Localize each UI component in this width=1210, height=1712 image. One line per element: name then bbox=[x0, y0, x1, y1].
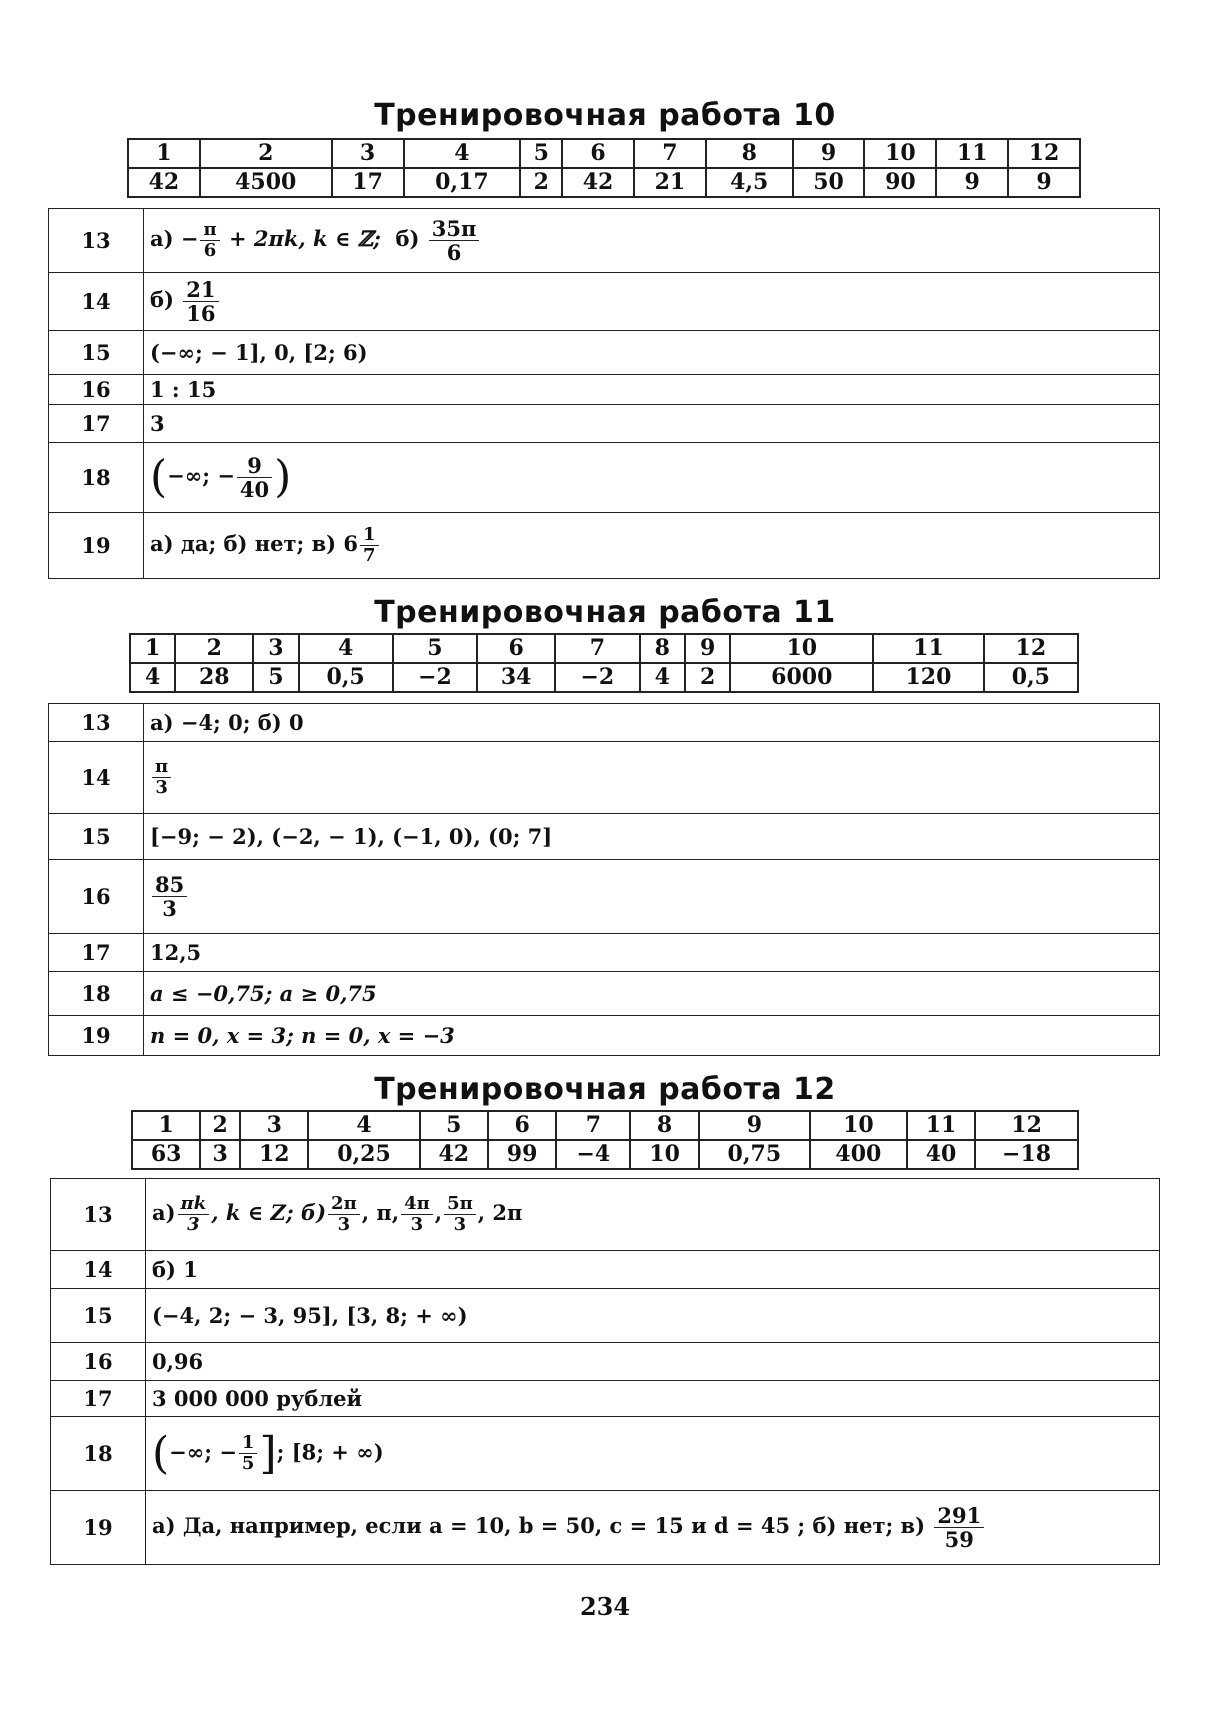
fraction bbox=[429, 217, 480, 264]
answer-cell: 0,5 bbox=[984, 663, 1078, 692]
fraction-denominator: 16 bbox=[186, 301, 216, 326]
fraction-denominator: 3 bbox=[187, 1214, 200, 1235]
header-cell: 7 bbox=[634, 139, 706, 168]
close-paren: ) bbox=[274, 451, 292, 503]
close-bracket: ] bbox=[259, 1427, 277, 1479]
short-answers-table-12 bbox=[131, 1110, 1079, 1170]
answer-cell: 42 bbox=[562, 168, 634, 197]
fraction bbox=[401, 1194, 433, 1235]
task-answer bbox=[144, 860, 1160, 934]
fraction-numerator: 1 bbox=[360, 525, 379, 546]
answer-text: −∞; − bbox=[169, 1439, 237, 1464]
answer-text: а) да; б) нет; в) 6 bbox=[150, 531, 359, 556]
answer-cell: 40 bbox=[907, 1140, 975, 1169]
task-answer bbox=[146, 1179, 1160, 1251]
task-number: 14 bbox=[49, 742, 144, 814]
task-number: 16 bbox=[51, 1343, 146, 1381]
answer-cell: 17 bbox=[332, 168, 404, 197]
fraction-numerator: 5π bbox=[444, 1194, 476, 1215]
fraction bbox=[444, 1194, 476, 1235]
task-answer bbox=[144, 742, 1160, 814]
task-number: 15 bbox=[49, 814, 144, 860]
header-cell: 9 bbox=[685, 634, 730, 663]
task-answer: a ≤ −0,75; a ≥ 0,75 bbox=[144, 972, 1160, 1016]
header-cell: 12 bbox=[1008, 139, 1080, 168]
section-title-12: Тренировочная работа 12 bbox=[374, 1072, 836, 1107]
answer-text: а) bbox=[150, 226, 174, 251]
task-answer: а) −4; 0; б) 0 bbox=[144, 704, 1160, 742]
answer-cell: 4500 bbox=[200, 168, 332, 197]
answer-text: , bbox=[434, 1200, 443, 1225]
answer-cell: 9 bbox=[1008, 168, 1080, 197]
answer-cell: −2 bbox=[393, 663, 478, 692]
fraction-numerator: 21 bbox=[183, 278, 218, 302]
task-number: 15 bbox=[51, 1289, 146, 1343]
header-cell: 1 bbox=[130, 634, 175, 663]
long-answers-table-12 bbox=[50, 1178, 1160, 1565]
answer-cell: 28 bbox=[175, 663, 253, 692]
answer-cell: 4 bbox=[640, 663, 685, 692]
long-answers-table-10 bbox=[48, 208, 1160, 579]
header-cell: 3 bbox=[240, 1111, 308, 1140]
fraction-denominator: 7 bbox=[363, 545, 376, 566]
table-row bbox=[49, 375, 1160, 405]
task-answer bbox=[144, 209, 1160, 273]
table-row bbox=[49, 405, 1160, 443]
answer-cell: 12 bbox=[240, 1140, 308, 1169]
task-number: 17 bbox=[49, 405, 144, 443]
answer-cell: 0,25 bbox=[308, 1140, 419, 1169]
task-number: 17 bbox=[49, 934, 144, 972]
task-answer bbox=[146, 1417, 1160, 1491]
answer-text: а) Да, например, если a = 10, b = 50, c = 15 и d = 45 ; б) нет; в) bbox=[152, 1513, 926, 1538]
table-row bbox=[49, 331, 1160, 375]
fraction-numerator: π bbox=[152, 757, 171, 778]
fraction-numerator: πk bbox=[178, 1194, 210, 1215]
short-headers-row bbox=[132, 1111, 1078, 1140]
fraction-denominator: 59 bbox=[944, 1527, 974, 1552]
header-cell: 8 bbox=[706, 139, 793, 168]
fraction bbox=[328, 1194, 360, 1235]
short-headers-row bbox=[128, 139, 1080, 168]
table-row bbox=[49, 273, 1160, 331]
task-number: 13 bbox=[51, 1179, 146, 1251]
table-row bbox=[49, 742, 1160, 814]
answer-cell: −18 bbox=[975, 1140, 1078, 1169]
task-answer bbox=[144, 513, 1160, 579]
long-answers-table-11 bbox=[48, 703, 1160, 1056]
task-number: 16 bbox=[49, 860, 144, 934]
task-number: 14 bbox=[49, 273, 144, 331]
header-cell: 10 bbox=[864, 139, 936, 168]
task-number: 18 bbox=[49, 443, 144, 513]
header-cell: 7 bbox=[555, 634, 640, 663]
task-number: 18 bbox=[49, 972, 144, 1016]
task-number: 15 bbox=[49, 331, 144, 375]
answer-cell: 10 bbox=[630, 1140, 698, 1169]
header-cell: 4 bbox=[308, 1111, 419, 1140]
answer-cell: 120 bbox=[873, 663, 983, 692]
answer-cell: 99 bbox=[488, 1140, 556, 1169]
task-number: 19 bbox=[51, 1491, 146, 1565]
answer-cell: 3 bbox=[200, 1140, 240, 1169]
section-title-10: Тренировочная работа 10 bbox=[374, 98, 836, 133]
task-answer: 3 bbox=[144, 405, 1160, 443]
short-answers-row bbox=[132, 1140, 1078, 1169]
fraction-numerator: 9 bbox=[237, 454, 272, 478]
task-number: 17 bbox=[51, 1381, 146, 1417]
fraction bbox=[239, 1433, 258, 1474]
header-cell: 11 bbox=[907, 1111, 975, 1140]
fraction bbox=[178, 1194, 210, 1235]
header-cell: 6 bbox=[488, 1111, 556, 1140]
header-cell: 5 bbox=[520, 139, 562, 168]
answer-cell: 42 bbox=[128, 168, 200, 197]
fraction-denominator: 3 bbox=[453, 1214, 467, 1235]
answer-cell: 9 bbox=[936, 168, 1008, 197]
task-number: 19 bbox=[49, 1016, 144, 1056]
table-row bbox=[51, 1179, 1160, 1251]
header-cell: 7 bbox=[556, 1111, 630, 1140]
table-row bbox=[49, 704, 1160, 742]
fraction-denominator: 5 bbox=[241, 1453, 255, 1474]
answer-cell: 5 bbox=[253, 663, 298, 692]
header-cell: 12 bbox=[984, 634, 1078, 663]
fraction-numerator: 1 bbox=[239, 1433, 258, 1454]
fraction bbox=[152, 873, 187, 920]
task-number: 18 bbox=[51, 1417, 146, 1491]
answer-text: + 2πk, k ∈ ℤ; bbox=[228, 226, 381, 251]
short-answers-row bbox=[128, 168, 1080, 197]
answer-cell: 90 bbox=[864, 168, 936, 197]
answer-cell: 0,17 bbox=[404, 168, 521, 197]
header-cell: 1 bbox=[128, 139, 200, 168]
header-cell: 1 bbox=[132, 1111, 200, 1140]
fraction-numerator: 35π bbox=[429, 217, 480, 241]
answer-cell: −2 bbox=[555, 663, 640, 692]
fraction-numerator: 291 bbox=[934, 1504, 984, 1528]
short-headers-row bbox=[130, 634, 1078, 663]
task-answer: 0,96 bbox=[146, 1343, 1160, 1381]
header-cell: 5 bbox=[393, 634, 478, 663]
fraction-numerator: 4π bbox=[401, 1194, 433, 1215]
header-cell: 11 bbox=[873, 634, 983, 663]
table-row bbox=[49, 860, 1160, 934]
table-row bbox=[51, 1491, 1160, 1565]
answer-text: , 2π bbox=[477, 1200, 523, 1225]
header-cell: 11 bbox=[936, 139, 1008, 168]
header-cell: 9 bbox=[699, 1111, 810, 1140]
answer-cell: 4,5 bbox=[706, 168, 793, 197]
answer-text: , π, bbox=[361, 1200, 400, 1225]
answer-text: ; [8; + ∞) bbox=[276, 1439, 384, 1464]
task-answer: 1 : 15 bbox=[144, 375, 1160, 405]
table-row bbox=[51, 1417, 1160, 1491]
fraction-numerator: π bbox=[200, 220, 219, 241]
task-number: 13 bbox=[49, 209, 144, 273]
fraction-denominator: 6 bbox=[203, 240, 217, 261]
page-number: 234 bbox=[579, 1592, 631, 1621]
task-answer: n = 0, x = 3; n = 0, x = −3 bbox=[144, 1016, 1160, 1056]
answer-cell: 4 bbox=[130, 663, 175, 692]
table-row bbox=[49, 972, 1160, 1016]
answer-cell: 21 bbox=[634, 168, 706, 197]
answer-cell: 42 bbox=[420, 1140, 488, 1169]
task-answer: б) 1 bbox=[146, 1251, 1160, 1289]
table-row bbox=[49, 934, 1160, 972]
answer-cell: 50 bbox=[793, 168, 865, 197]
open-paren: ( bbox=[152, 1427, 170, 1479]
fraction-numerator: 2π bbox=[328, 1194, 360, 1215]
section-title-11: Тренировочная работа 11 bbox=[374, 595, 836, 630]
answer-cell: 0,75 bbox=[699, 1140, 810, 1169]
task-answer: 3 000 000 рублей bbox=[146, 1381, 1160, 1417]
fraction bbox=[200, 220, 219, 261]
fraction bbox=[237, 454, 272, 501]
header-cell: 8 bbox=[630, 1111, 698, 1140]
short-answers-table-10 bbox=[127, 138, 1081, 198]
task-answer bbox=[144, 273, 1160, 331]
answer-cell: 2 bbox=[520, 168, 562, 197]
header-cell: 6 bbox=[477, 634, 555, 663]
table-row bbox=[49, 513, 1160, 579]
task-answer bbox=[144, 443, 1160, 513]
fraction bbox=[152, 757, 171, 798]
fraction-denominator: 3 bbox=[410, 1214, 424, 1235]
answer-cell: 2 bbox=[685, 663, 730, 692]
answer-text: а) bbox=[152, 1200, 176, 1225]
task-answer: (−∞; − 1], 0, [2; 6) bbox=[144, 331, 1160, 375]
task-answer: [−9; − 2), (−2, − 1), (−1, 0), (0; 7] bbox=[144, 814, 1160, 860]
answer-cell: 0,5 bbox=[299, 663, 393, 692]
task-answer: 12,5 bbox=[144, 934, 1160, 972]
header-cell: 3 bbox=[332, 139, 404, 168]
answer-text: −∞; − bbox=[167, 463, 235, 488]
header-cell: 2 bbox=[175, 634, 253, 663]
table-row bbox=[51, 1251, 1160, 1289]
fraction-denominator: 6 bbox=[446, 240, 462, 265]
table-row bbox=[49, 814, 1160, 860]
fraction-denominator: 3 bbox=[162, 896, 177, 921]
task-number: 16 bbox=[49, 375, 144, 405]
task-answer: (−4, 2; − 3, 95], [3, 8; + ∞) bbox=[146, 1289, 1160, 1343]
fraction-denominator: 40 bbox=[239, 477, 270, 502]
table-row bbox=[49, 209, 1160, 273]
header-cell: 2 bbox=[200, 139, 332, 168]
task-number: 19 bbox=[49, 513, 144, 579]
answer-text: , k ∈ Z; б) bbox=[211, 1200, 327, 1225]
fraction-numerator: 85 bbox=[152, 873, 187, 897]
header-cell: 6 bbox=[562, 139, 634, 168]
table-row bbox=[51, 1381, 1160, 1417]
answer-text: б) bbox=[395, 226, 420, 251]
header-cell: 5 bbox=[420, 1111, 488, 1140]
fraction-denominator: 3 bbox=[155, 777, 168, 798]
answer-text: б) bbox=[150, 287, 174, 312]
table-row bbox=[49, 443, 1160, 513]
fraction bbox=[183, 278, 218, 325]
answer-cell: 63 bbox=[132, 1140, 200, 1169]
header-cell: 4 bbox=[404, 139, 521, 168]
short-answers-row bbox=[130, 663, 1078, 692]
header-cell: 4 bbox=[299, 634, 393, 663]
fraction bbox=[360, 525, 379, 566]
task-number: 13 bbox=[49, 704, 144, 742]
task-number: 14 bbox=[51, 1251, 146, 1289]
header-cell: 12 bbox=[975, 1111, 1078, 1140]
answer-cell: 34 bbox=[477, 663, 555, 692]
table-row bbox=[51, 1343, 1160, 1381]
fraction bbox=[934, 1504, 984, 1551]
open-paren: ( bbox=[150, 451, 168, 503]
table-row bbox=[49, 1016, 1160, 1056]
answer-text: − bbox=[180, 226, 199, 251]
header-cell: 2 bbox=[200, 1111, 240, 1140]
header-cell: 10 bbox=[810, 1111, 907, 1140]
answer-cell: −4 bbox=[556, 1140, 630, 1169]
header-cell: 10 bbox=[730, 634, 873, 663]
header-cell: 3 bbox=[253, 634, 298, 663]
header-cell: 9 bbox=[793, 139, 865, 168]
answer-cell: 400 bbox=[810, 1140, 907, 1169]
fraction-denominator: 3 bbox=[337, 1214, 351, 1235]
table-row bbox=[51, 1289, 1160, 1343]
task-answer bbox=[146, 1491, 1160, 1565]
short-answers-table-11 bbox=[129, 633, 1079, 693]
header-cell: 8 bbox=[640, 634, 685, 663]
answer-cell: 6000 bbox=[730, 663, 873, 692]
